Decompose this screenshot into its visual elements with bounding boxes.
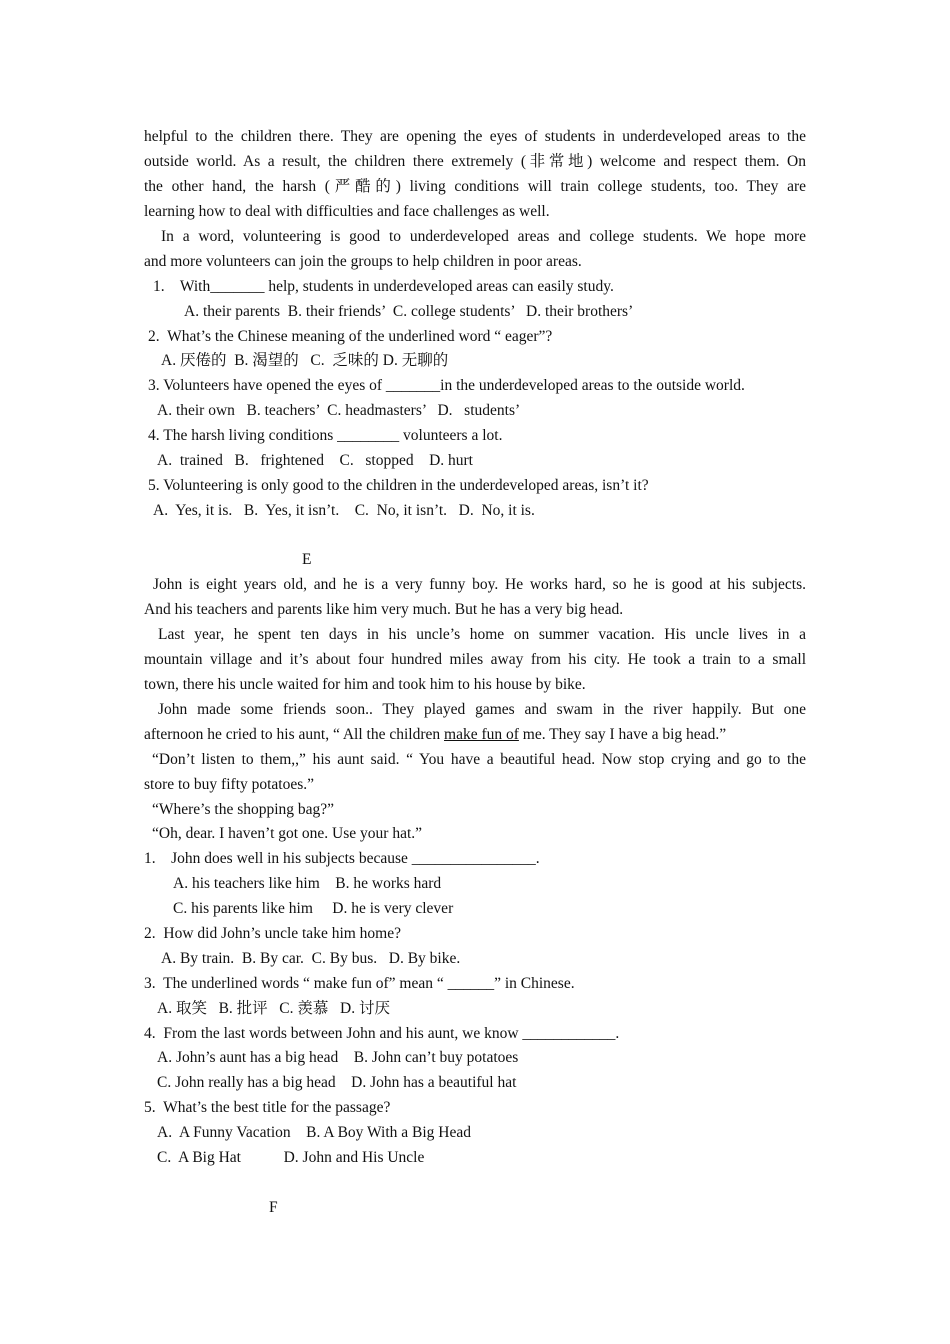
passage-e-line: Last year, he spent ten days in his uncle’s home on summer vacation. His uncle lives in a (158, 626, 806, 643)
passage-e-line: John is eight years old, and he is a very funny boy. He works hard, so he is good at his subjects. (153, 576, 806, 593)
underlined-phrase: make fun of (444, 726, 519, 743)
question-options: C. his parents like him D. he is very clever (173, 900, 454, 917)
passage-d-line: In a word, volunteering is good to underdeveloped areas and college students. We hope more (161, 228, 806, 245)
question-options: A. Yes, it is. B. Yes, it isn’t. C. No, it isn’t. D. No, it is. (153, 502, 535, 519)
passage-e-line: town, there his uncle waited for him and took him to his house by bike. (144, 676, 586, 693)
passage-e-line: “Don’t listen to them,,” his aunt said. “ You have a beautiful head. Now stop crying and go to the (152, 751, 806, 768)
section-heading: F (269, 1199, 278, 1216)
question-options: A. By train. B. By car. C. By bus. D. By bike. (161, 950, 461, 967)
passage-e-line: John made some friends soon.. They played games and swam in the river happily. But one (158, 701, 806, 718)
question-options: C. A Big Hat D. John and His Uncle (157, 1149, 425, 1166)
question-stem: 3. Volunteers have opened the eyes of _______in the underdeveloped areas to the outside world. (148, 377, 745, 394)
question-options: A. 取笑 B. 批评 C. 羡慕 D. 讨厌 (157, 1000, 390, 1017)
passage-e-line (144, 722, 726, 747)
passage-d-line: and more volunteers can join the groups to help children in poor areas. (144, 253, 582, 270)
text-segment: afternoon he cried to his aunt, “ All the children (144, 726, 445, 743)
question-options: A. A Funny Vacation B. A Boy With a Big Head (157, 1124, 471, 1141)
question-stem: 5. Volunteering is only good to the children in the underdeveloped areas, isn’t it? (148, 477, 649, 494)
question-stem: 1. John does well in his subjects because ________________. (144, 850, 540, 867)
question-stem: 2. What’s the Chinese meaning of the underlined word “ eager”? (148, 328, 553, 345)
passage-d-line: outside world. As a result, the children there extremely (非常地) welcome and respect them. On (144, 153, 806, 170)
section-heading: E (302, 551, 312, 568)
question-stem: 4. The harsh living conditions ________ volunteers a lot. (148, 427, 503, 444)
passage-d-line: helpful to the children there. They are opening the eyes of students in underdeveloped areas to the (144, 128, 806, 145)
question-options: A. trained B. frightened C. stopped D. hurt (157, 452, 473, 469)
passage-e-line: And his teachers and parents like him very much. But he has a very big head. (144, 601, 624, 618)
question-stem: 4. From the last words between John and his aunt, we know ____________. (144, 1025, 620, 1042)
question-options: A. his teachers like him B. he works hard (173, 875, 442, 892)
question-options: A. their own B. teachers’ C. headmasters’ D. students’ (157, 402, 521, 419)
question-stem: 3. The underlined words “ make fun of” mean “ ______” in Chinese. (144, 975, 575, 992)
passage-d-line: learning how to deal with difficulties and face challenges as well. (144, 203, 550, 220)
question-options: A. their parents B. their friends’ C. college students’ D. their brothers’ (184, 303, 634, 320)
question-options: A. 厌倦的 B. 渴望的 C. 乏味的 D. 无聊的 (161, 352, 449, 369)
text-segment: me. They say I have a big head.” (518, 726, 727, 743)
passage-e-line: “Oh, dear. I haven’t got one. Use your hat.” (152, 825, 423, 842)
question-stem: 1. With_______ help, students in underdeveloped areas can easily study. (153, 278, 614, 295)
passage-e-line: “Where’s the shopping bag?” (152, 801, 335, 818)
passage-d-line: the other hand, the harsh (严酷的) living conditions will train college students, too. They are (144, 178, 806, 195)
question-options: A. John’s aunt has a big head B. John can’t buy potatoes (157, 1049, 519, 1066)
question-stem: 2. How did John’s uncle take him home? (144, 925, 401, 942)
passage-e-line: mountain village and it’s about four hundred miles away from his city. He took a train to a small (144, 651, 806, 668)
passage-e-line: store to buy fifty potatoes.” (144, 776, 315, 793)
question-options: C. John really has a big head D. John has a beautiful hat (157, 1074, 517, 1091)
question-stem: 5. What’s the best title for the passage? (144, 1099, 391, 1116)
